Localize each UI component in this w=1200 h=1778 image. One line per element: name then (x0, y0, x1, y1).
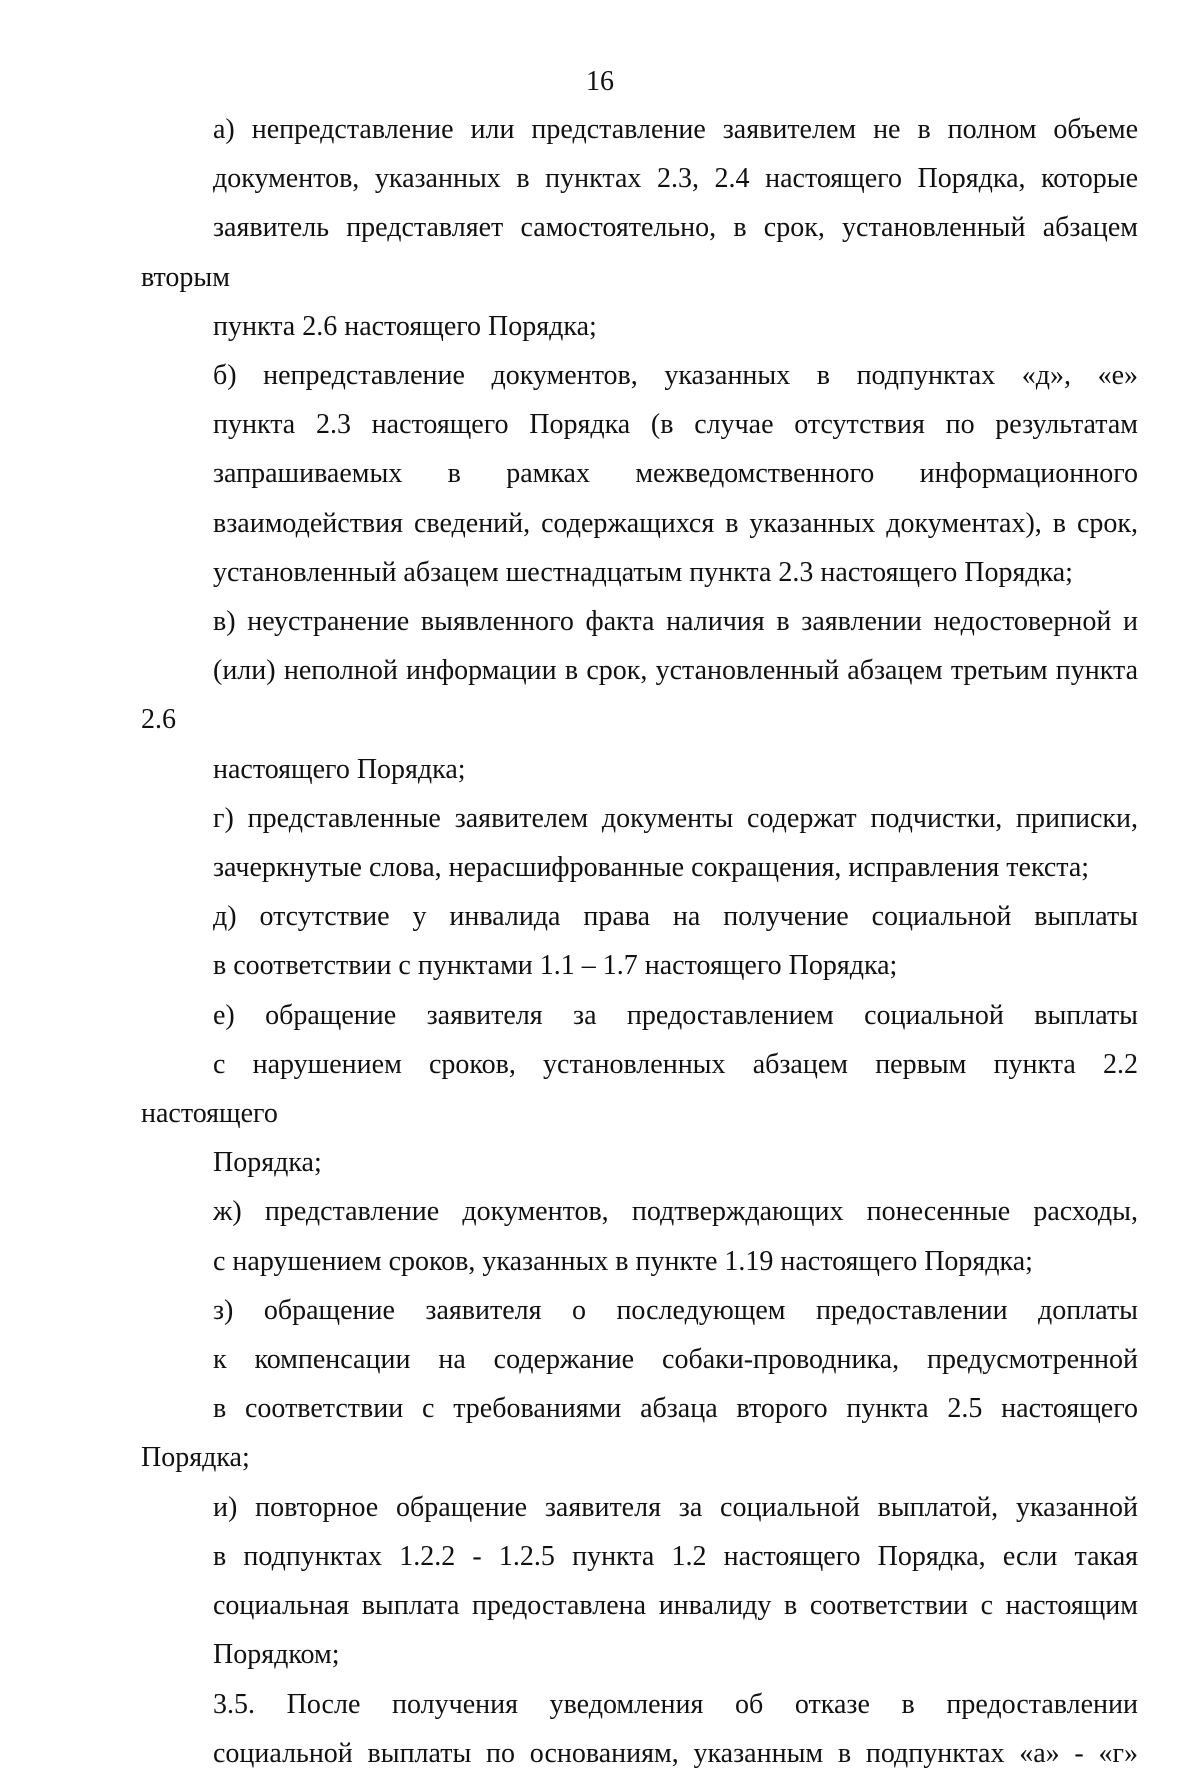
paragraph-item-d (141, 892, 1138, 990)
text-line: в подпунктах 1.2.2 - 1.2.5 пункта 1.2 настоящего Порядка, если такая (213, 1540, 1138, 1572)
page-number: 16 (586, 66, 614, 97)
text-line: г) представленные заявителем документы содержат подчистки, приписки, (213, 802, 1138, 834)
paragraph-item-z (141, 1286, 1138, 1483)
text-line: Порядка; (213, 1147, 322, 1179)
text-line: в соответствии с пунктами 1.1 – 1.7 настоящего Порядка; (213, 950, 898, 982)
paragraph-item-g (141, 794, 1138, 892)
paragraph-item-i (141, 1483, 1138, 1680)
text-line: зачеркнутые слова, нерасшифрованные сокращения, исправления текста; (213, 852, 1090, 884)
text-line: 3.5. После получения уведомления об отказе в предоставлении (213, 1688, 1138, 1720)
text-line: с нарушением сроков, установленных абзацем первым пункта 2.2 настоящего (141, 1048, 1138, 1130)
text-line: б) непредставление документов, указанных в подпунктах «д», «е» (213, 360, 1138, 392)
text-line: а) непредставление или представление заявителем не в полном объеме (213, 114, 1138, 145)
paragraph-item-e (141, 991, 1138, 1188)
paragraph-item-a (141, 105, 1138, 351)
paragraph-item-zh (141, 1187, 1138, 1285)
paragraph-clause-3-5 (141, 1680, 1138, 1778)
text-line: ж) представление документов, подтверждающих понесенные расходы, (213, 1196, 1138, 1228)
text-line: взаимодействия сведений, содержащихся в указанных документах), в срок, (213, 507, 1138, 539)
text-line: установленный абзацем шестнадцатым пункта 2.3 настоящего Порядка; (213, 556, 1073, 588)
text-line: в) неустранение выявленного факта наличия в заявлении недостоверной и (213, 606, 1138, 638)
text-line: д) отсутствие у инвалида права на получение социальной выплаты (213, 901, 1138, 933)
text-line: социальной выплаты по основаниям, указанным в подпунктах «а» - «г» (213, 1737, 1138, 1769)
text-line: пункта 2.3 настоящего Порядка (в случае отсутствия по результатам (213, 409, 1138, 441)
paragraph-item-v (141, 597, 1138, 794)
text-line: е) обращение заявителя за предоставлением социальной выплаты (213, 999, 1138, 1031)
text-line: в соответствии с требованиями абзаца второго пункта 2.5 настоящего Порядка; (141, 1393, 1138, 1474)
text-line: к компенсации на содержание собаки-проводника, предусмотренной (213, 1344, 1138, 1376)
document-body (141, 105, 1138, 1778)
text-line: Порядком; (213, 1639, 340, 1671)
text-line: (или) неполной информации в срок, установленный абзацем третьим пункта 2.6 (141, 655, 1138, 736)
text-line: настоящего Порядка; (213, 753, 466, 785)
text-line: с нарушением сроков, указанных в пункте 1.19 настоящего Порядка; (213, 1245, 1033, 1277)
text-line: и) повторное обращение заявителя за социальной выплатой, указанной (213, 1491, 1138, 1523)
text-line: документов, указанных в пунктах 2.3, 2.4 настоящего Порядка, которые (213, 163, 1138, 195)
text-line: з) обращение заявителя о последующем предоставлении доплаты (213, 1294, 1138, 1326)
paragraph-item-b (141, 351, 1138, 597)
text-line: пункта 2.6 настоящего Порядка; (213, 310, 597, 342)
text-line: запрашиваемых в рамках межведомственного информационного (213, 458, 1138, 490)
text-line: социальная выплата предоставлена инвалиду в соответствии с настоящим (213, 1590, 1138, 1622)
text-line: заявитель представляет самостоятельно, в срок, установленный абзацем вторым (141, 212, 1138, 293)
